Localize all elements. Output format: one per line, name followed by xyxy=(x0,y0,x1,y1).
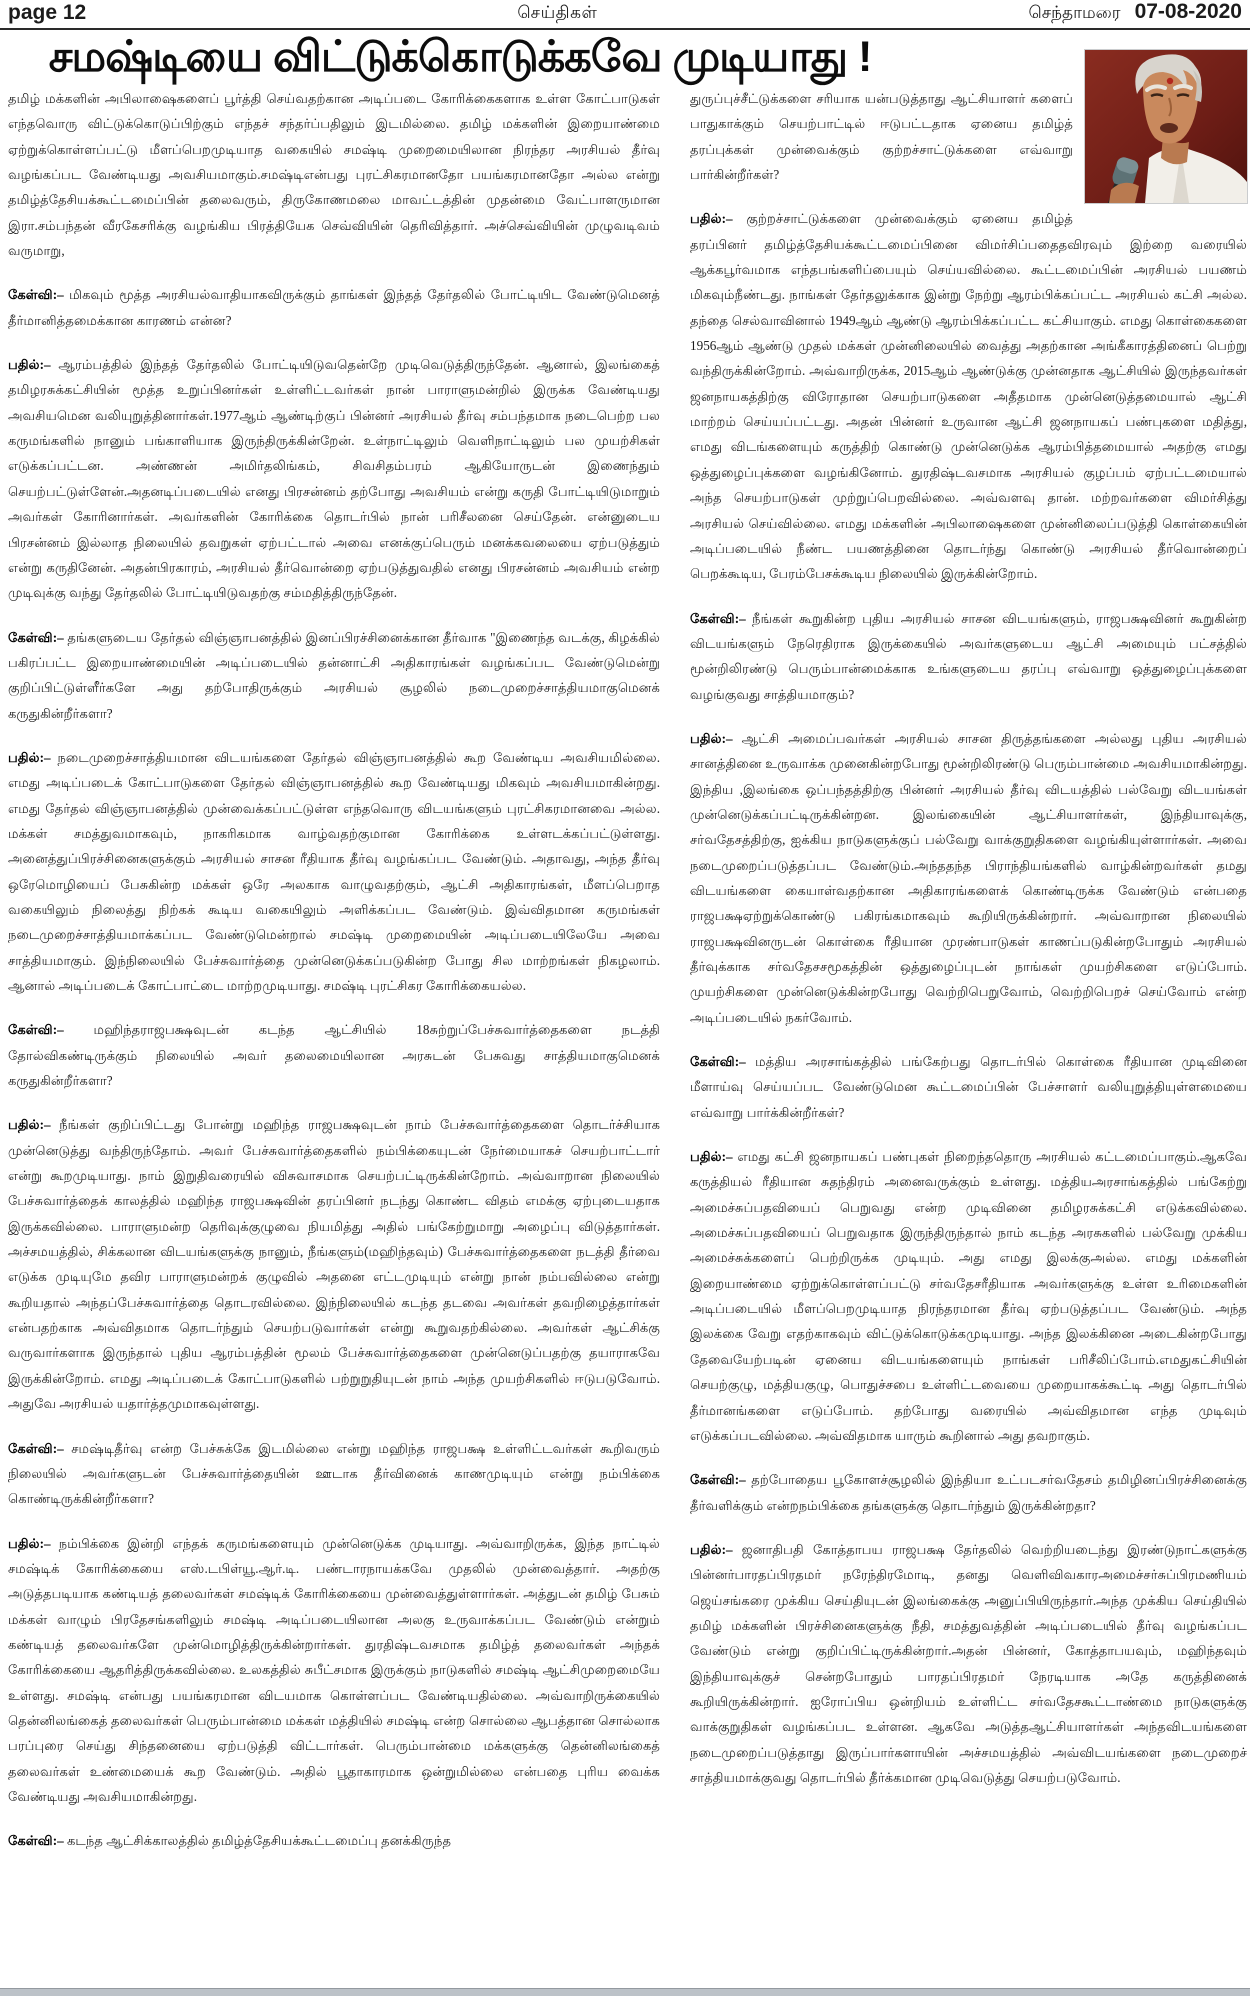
left-column xyxy=(8,86,660,1873)
question-paragraph: கேள்வி:– மஹிந்தராஜபக்ஷவுடன் கடந்த ஆட்சியில் 18சுற்றுப்பேச்சுவார்த்தைகளை நடத்தி தோல்விகண்டிருக்கும் நிலையில் அவர் தலைமையிலான அரசுடன் பேசுவது சாத்தியமாகுமெனக் கருதுகின்றீர்களா? xyxy=(8,1022,660,1089)
question-paragraph: கேள்வி:– நீங்கள் கூறுகின்ற புதிய அரசியல் சாசன விடயங்களும், ராஜபக்ஷவினர் கூறுகின்ற விடயங்களும் நேரெதிராக இருக்கையில் அவர்களுடைய ஆட்சி அமையும் பட்சத்தில் மூன்றிலிரண்டு பெரும்பான்மைக்காக உங்களுடைய தரப்பு எவ்வாறு ஒத்துழைப்புக்களை வழங்குவது சாத்தியமாகும்? xyxy=(690,610,1247,702)
qa-label: பதில்:– xyxy=(690,1149,738,1165)
qa-label: பதில்:– xyxy=(8,1535,59,1551)
qa-label: பதில்:– xyxy=(8,1117,60,1133)
qa-label: கேள்வி:– xyxy=(690,610,753,626)
section-title: செய்திகள் xyxy=(517,3,598,22)
qa-label: கேள்வி:– xyxy=(8,287,70,303)
qa-label: பதில்:– xyxy=(690,1541,742,1557)
answer-paragraph: பதில்:– நீங்கள் குறிப்பிட்டது போன்று மஹிந்த ராஜபக்ஷவுடன் நாம் பேச்சுவார்த்தைகளை தொடர்ச்சியாக முன்னெடுத்து வந்திருந்தோம். அவர் பேச்சுவார்த்தைகளில் நம்பிக்கையுடன் நேர்மையாகச் செயற்பாட்டார் என்று கூறமுடியாது. நாம் இறுதிவரையில் விசுவாசமாக செயற்பட்டிருக்கின்றோம். அவ்வாறான நிலையில் பேச்சுவார்த்தைக் காலத்தில் மஹிந்த ராஜபக்ஷவின் தரப்பினர் நடந்து கொண்ட விதம் எமக்கு ஏற்புடையதாக இருக்கவில்லை. பாராளுமன்ற தெரிவுக்குழுவை நியமித்து அதில் பங்கேற்றுமாறு அழைப்பு விடுத்தார்கள். அச்சமயத்தில், சிக்கலான விடயங்களுக்கு நானும், நீங்களும்(மஹிந்தவும்) பேச்சுவார்த்தைகளை நடத்தி தீர்வை எடுக்க முடியுமே தவிர பாராளுமன்றக் குழுவில் அதனை எட்டமுடியும் என்று நான் நம்பவில்லை என்று கூறியதால் அந்தப்பேச்சுவார்த்தை தொடரவில்லை. இந்நிலையில் கடந்த தடவை அவர்கள் தவறிழைத்தார்கள் என்பதற்காக அவ்விதமாக தொடர்ந்தும் செயற்படுவார்கள் என்று கூறுவதற்கில்லை. அவர்கள் ஆட்சிக்கு வருவார்களாக இருந்தால் புதிய ஆரம்பத்தின் மூலம் பேச்சுவார்த்தைகளை முன்னெடுப்பதற்கு தயாராகவே இருக்கின்றோம். எமது அடிப்படைக் கோட்பாடுகளில் பற்றுறுதியுடன் நாம் அந்த முயற்சிகளில் ஈடுபடுவோம். அதுவே அரசியல் யதார்த்தமுமாகவுள்ளது. xyxy=(8,1117,661,1412)
question-paragraph: கேள்வி:– சமஷ்டிதீர்வு என்ற பேச்சுக்கே இடமில்லை என்று மஹிந்த ராஜபக்ஷ உள்ளிட்டவர்கள் கூறிவரும் நிலையில் அவர்களுடன் பேச்சுவார்த்தையின் ஊடாக தீர்வினைக் காணமுடியும் என்று நம்பிக்கை கொண்டிருக்கின்றீர்களா? xyxy=(8,1440,661,1507)
paper-name: செந்தாமரை xyxy=(1028,3,1121,22)
qa-label: கேள்வி:– xyxy=(8,1440,72,1456)
qa-label: பதில்:– xyxy=(8,749,58,765)
question-paragraph: கேள்வி:– தற்போதைய பூகோளச்சூழலில் இந்தியா உட்படசர்வதேசம் தமிழினப்பிரச்சினைக்கு தீர்வளிக்கும் என்றநம்பிக்கை தங்களுக்கு தொடர்ந்தும் இருக்கின்றதா? xyxy=(690,1472,1248,1513)
qa-label: பதில்:– xyxy=(690,730,742,746)
question-paragraph: கேள்வி:– மத்திய அரசாங்கத்தில் பங்கேற்பது தொடர்பில் கொள்கை ரீதியான முடிவினை மீளாய்வு செய்யப்பட வேண்டுமென கூட்டமைப்பின் பேச்சாளர் வலியுறுத்தியுள்ளமையை எவ்வாறு பார்க்கின்றீர்கள்? xyxy=(690,1054,1248,1120)
masthead-group xyxy=(1029,0,1242,25)
qa-label: பதில்:– xyxy=(690,211,747,227)
issue-date: 07-08-2020 xyxy=(1134,0,1242,23)
answer-paragraph: பதில்:– நம்பிக்கை இன்றி எந்தக் கருமங்களையும் முன்னெடுக்க முடியாது. அவ்வாறிருக்க, இந்த நாட்டில் சமஷ்டிக் கோரிக்கையை எஸ்.டபிள்யூ.ஆர்.டி. பண்டாரநாயக்கவே முதலில் முன்வைத்தார். அதற்கு அடுத்தபடியாக கண்டியத் தலைவர்கள் சமஷ்டிக் கோரிக்கையை முன்வைத்துள்ளார்கள். அத்துடன் தமிழ் பேசும் மக்கள் வாழும் பிரதேசங்களிலும் சமஷ்டி அடிப்படையிலான அலகு உருவாக்கப்பட வேண்டும் என்றும் கண்டியத் தலைவர்களே முன்மொழித்திருக்கின்றார்கள். துரதிஷ்டவசமாக தமிழ்த் தலைவர்கள் அந்தக் கோரிக்கையை ஆதரித்திருக்கவில்லை. உலகத்தில் சுபீட்சமாக இருக்கும் நாடுகளில் சமஷ்டி ஆட்சிமுறைமையே உள்ளது. சமஷ்டி என்பது பயங்கரமான விடயமாக கொள்ளப்பட வேண்டியதில்லை. அவ்வாறிருக்கையில் தென்னிலங்கைத் தலைவர்கள் பெரும்பான்மை மக்கள் மத்தியில் சமஷ்டி என்ற சொல்லை ஆபத்தான சொல்லாக பரப்புரை செய்து சிந்தனையை ஏற்படுத்தி விட்டார்கள். பெரும்பான்மை மக்களுக்கு தென்னிலங்கைத் தலைவர்கள் உண்மையைக் கூற வேண்டும். அதில் பூதாகாரமாக ஒன்றுமில்லை என்பதை புரிய வைக்க வேண்டியது அவசியமாகின்றது. xyxy=(8,1535,660,1804)
qa-label: கேள்வி:– xyxy=(690,1054,756,1070)
question-paragraph: கேள்வி:– மிகவும் மூத்த அரசியல்வாதியாகவிருக்கும் தாங்கள் இந்தத் தேர்தலில் போட்டியிட வேண்டுமெனத் தீர்மானித்தமைக்கான காரணம் என்ன? xyxy=(8,287,661,328)
answer-paragraph: பதில்:– ஜனாதிபதி கோத்தாபய ராஜபக்ஷ தேர்தலில் வெற்றியடைந்து இரண்டுநாட்களுக்கு பின்னர்பாரதப்பிரதமர் நரேந்திரமோடி, தனது வெளிவிவகாரஅமைச்சர்சுப்பிரமணியம் ஜெய்சங்கரை முக்கிய செய்தியுடன் இலங்கைக்கு அனுப்பியிருந்தார்.அந்த முக்கிய செய்தியில் தமிழ் மக்களின் பிரச்சினைகளுக்கு நீதி, சமத்துவத்தின் அடிப்படையில் தீர்வு வழங்கப்பட வேண்டும் என்று குறிப்பிட்டிருக்கின்றார்.அதன் பின்னர், கோத்தாபயவும், மஹிந்தவும் இந்தியாவுக்குச் சென்றபோதும் பாரதப்பிரதமர் நேரடியாக அதே கருத்தினைக் கூறியிருக்கின்றார். ஐரோப்பிய ஒன்றியம் உள்ளிட்ட சர்வதேசகூட்டாண்மை நாடுகளுக்கு வாக்குறுதிகள் வழங்கப்பட உள்ளன. ஆகவே அடுத்தஆட்சியாளர்கள் அந்தவிடயங்களை நடைமுறைப்படுத்தாது இருப்பார்களாயின் அச்சமயத்தில் அவ்விடயங்களை நடைமுறைச் சாத்தியமாக்குவது தொடர்பில் தீர்க்கமான முடிவெடுத்து செயற்படுவோம். xyxy=(690,1541,1247,1785)
page-number: page 12 xyxy=(8,1,87,24)
right-column xyxy=(690,50,1247,1809)
answer-paragraph: பதில்:– ஆட்சி அமைப்பவர்கள் அரசியல் சாசன திருத்தங்களை அல்லது புதிய அரசியல் சானத்தினை உருவாக்க முனைகின்றபோது மூன்றிலிரண்டு பெரும்பான்மை அவசியமாகின்றது. இந்திய ,இலங்கை ஒப்பந்தத்திற்கு பின்னர் அரசியல் தீர்வு விடயத்தில் பல்வேறு விடயங்கள் முன்னெடுக்கப்பட்டிருக்கின்றன. இலங்கையின் ஆட்சியாளர்கள், இந்தியாவுக்கு, சர்வதேசத்திற்கு, ஐக்கிய நாடுகளுக்குப் பல்வேறு வாக்குறுதிகளை வழங்கியுள்ளார்கள். அவை நடைமுறைப்படுத்தப்பட வேண்டும்.அந்ததந்த பிராந்தியங்களில் வாழ்கின்றவர்கள் தமது விடயங்களை கையாள்வதற்கான அதிகாரங்களைக் கொண்டிருக்க வேண்டும் என்பதை ராஜபக்ஷஏற்றுக்கொண்டு பகிரங்கமாகவும் கூறியிருக்கின்றார். அவ்வாறான நிலையில் ராஜபக்ஷவினருடன் கொள்கை ரீதியான முரண்பாடுகள் காணப்படுகின்றபோதும் அரசியல் தீர்வுக்காக சர்வதேசசமூகத்தின் ஒத்துழைப்புடன் நாங்கள் முயற்சிகளை எடுப்போம். முயற்சிகளை முன்னெடுக்கின்றபோது வெற்றிபெறுவோம், வெற்றிபெறச் செய்வோம் என்ற அடிப்படையில் நகர்வோம். xyxy=(690,730,1247,1025)
page-header xyxy=(0,0,1250,30)
qa-label: கேள்வி:– xyxy=(8,1022,94,1038)
question-paragraph: கேள்வி:– கடந்த ஆட்சிக்காலத்தில் தமிழ்த்தேசியக்கூட்டமைப்பு தனக்கிருந்த xyxy=(8,1833,452,1849)
qa-label: பதில்:– xyxy=(8,357,59,373)
politician-photo-art xyxy=(1085,50,1247,203)
answer-paragraph: பதில்:– ஆரம்பத்தில் இந்தத் தேர்தலில் போட்டியிடுவதென்றே முடிவெடுத்திருந்தேன். ஆனால், இலங்கைத் தமிழரசுக்கட்சியின் மூத்த உறுப்பினர்கள் உள்ளிட்டவர்கள் நான் பாராளுமன்றில் இருக்க வேண்டியது அவசியமென வலியுறுத்தினார்கள்.1977ஆம் ஆண்டிற்குப் பின்னர் அரசியல் தீர்வு சம்பந்தமாக நடைபெற்ற பல கருமங்களில் நானும் பங்காளியாக இருந்திருக்கின்றேன். உள்நாட்டிலும் வெளிநாட்டிலும் பல முயற்சிகள் எடுக்கப்பட்டன. அண்ணன் அமிர்தலிங்கம், சிவசிதம்பரம் ஆகியோருடன் இணைந்தும் செயற்பட்டுள்ளேன்.அதனடிப்படையில் எனது பிரசன்னம் தற்போது அவசியம் என்று கருதி போட்டியிடுமாறும் அவர்கள் கோரினார்கள். அவர்களின் கோரிக்கை தொடர்பில் நான் பரிசீலனை செய்தேன். என்னுடைய பிரசன்னம் இல்லாத நிலையில் தவறுகள் ஏற்பட்டால் அவை எனக்குப்பெரும் மனக்கவலையை ஏற்படுத்தும் என்று கருதினேன். அதன்பிரகாரம், அரசியல் தீர்வொன்றை ஏற்படுத்துவதில் எனது பிரசன்னம் அவசியம் என்ற முடிவுக்கு வந்து தேர்தலில் போட்டியிடுவதற்கு சம்மதித்திருந்தேன். xyxy=(8,357,660,601)
answer-paragraph: பதில்:– குற்றச்சாட்டுக்களை முன்வைக்கும் ஏனைய தமிழ்த் தரப்பினர் தமிழ்த்தேசியக்கூட்டமைப்பினை விமர்சிப்பதைதவிரவும் இற்றை வரையில் ஆக்கபூர்வமாக எந்தபங்களிப்பையும் செய்யவில்லை. கூட்டமைப்பின் அரசியல் பயணம் மிகவும்நீண்டது. நாங்கள் தேர்தலுக்காக இன்று நேற்று ஆரம்பிக்கப்பட்ட அரசியல் கட்சி அல்ல. தந்தை செல்வாவினால் 1949ஆம் ஆண்டு ஆரம்பிக்கப்பட்ட கட்சியாகும். எமது கொள்கைகளை 1956ஆம் ஆண்டு முதல் மக்கள் முன்னிலையில் வைத்து அதற்கான அங்கீகாரத்தினைப் பெற்று வந்திருக்கின்றோம். அவ்வாறிருக்க, 2015ஆம் ஆண்டுக்கு முன்னதாக ஆட்சியில் இருந்தவர்கள் ஜனநாயகத்திற்கு விரோதான செயற்பாடுகளை அதீதமாக முன்னெடுத்தமையால் ஆட்சி மாற்றம் செய்யப்பட்டது. அதன் பின்னர் உருவான ஆட்சி ஜனநாயகப் பண்புகளை மதித்து, எமது விடங்களையும் கருத்திற் கொண்டு முன்னெடுக்க ஆரம்பித்தமையால் அதற்கு எமது ஒத்துழைப்புக்களை வழங்கினோம். துரதிஷ்டவசமாக அரசியல் குழப்பம் ஏற்பட்டமையால் அந்த செயற்பாடுகள் முற்றுப்பெறவில்லை. அவ்வளவு தான். மற்றவர்களை விமர்சித்து அரசியல் செய்வில்லை. எமது மக்களின் அபிலாஷைகளை முன்னிலைப்படுத்தி கொள்கையின் அடிப்படையில் நீண்ட பயணத்தினை தொடர்ந்து கொண்டு அரசியல் தீர்வொன்றைப் பெறக்கூடிய, பேரம்பேசக்கூடிய நிலையில் இருக்கின்றோம். xyxy=(690,211,1247,582)
article-headline: சமஷ்டியை விட்டுக்கொடுக்கவே முடியாது ! xyxy=(48,33,872,81)
answer-paragraph: பதில்:– எமது கட்சி ஜனநாயகப் பண்புகள் நிறைந்ததொரு அரசியல் கட்டமைப்பாகும்.ஆகவே கருத்தியல் ரீதியான சுதந்திரம் அனைவருக்கும் உள்ளது. மத்தியஅரசாங்கத்தில் பங்கேற்று அமைச்சுப்பதவியைப் பெறுவது என்ற முடிவினை தமிழரசுக்கட்சி எடுக்கவில்லை. அமைச்சுப்பதவியைப் பெறுவதாக இருந்திருந்தால் நாம் கடந்த அரசுகளில் பல்வேறு முக்கிய அமைச்சுக்களைப் பெற்றிருக்க முடியும். அது எமது இலக்குஅல்ல. எமது மக்களின் இறையாண்மை ஏற்றுக்கொள்ளப்பட்டு சர்வதேசரீதியாக அவர்களுக்கு உள்ள உரிமைகளின் அடிப்படையில் மீளப்பெறமுடியாத நிரந்தரமான தீர்வு ஏற்படுத்தப்பட வேண்டும். அந்த இலக்கை வேறு எதற்காகவும் விட்டுக்கொடுக்கமுடியாது. அந்த இலக்கினை அடைகின்றபோது தேவையேற்படின் ஏனைய விடயங்களையும் நாங்கள் பரிசீலிப்போம்.எமதுகட்சியின் செயற்குழு, மத்தியகுழு, பொதுச்சபை உள்ளிட்டவையை முறையாகக்கூட்டி அது தொடர்பில் தீர்மானங்களை எடுப்போம். தற்போது வரையில் அவ்விதமான எந்த முடிவும் எடுக்கப்படவில்லை. அவ்விதமாக யாரும் கூறினால் அது தவறாகும். xyxy=(690,1149,1247,1443)
question-paragraph: கேள்வி:– தங்களுடைய தேர்தல் விஞ்ஞாபனத்தில் இனப்பிரச்சினைக்கான தீர்வாக "இணைந்த வடக்கு, கிழக்கில் பகிரப்பட்ட இறையாண்மையின் அடிப்படையில் தன்னாட்சி அதிகாரங்கள் வழங்கப்பட வேண்டுமென்று குறிப்பிட்டுள்ளீர்களே அது தற்போதிருக்கும் அரசியல் சூழலில் நடைமுறைச்சாத்தியமாகுமெனக் கருதுகின்றீர்களா? xyxy=(8,629,660,721)
body-paragraph: தமிழ் மக்களின் அபிலாஷைகளைப் பூர்த்தி செய்வதற்கான அடிப்படை கோரிக்கைகளாக உள்ள கோட்பாடுகள் எந்தவொரு விட்டுக்கொடுப்பிற்கும் எந்தச் சந்தர்ப்பதிலும் இடமில்லை. தமிழ் மக்களின் இறையாண்மை ஏற்றுக்கொள்ளப்பட்டு மீளப்பெறமுடியாத வகையில் சமஷ்டி முறைமையிலான நிரந்தர அரசியல் தீர்வு வழங்கப்பட வேண்டியது அவசியமாகும்.சமஷ்டிஎன்பது புரட்சிகரமானதோ பயங்கரமானதோ அல்ல என்று தமிழ்த்தேசியக்கூட்டமைப்பின் தலைவரும், திருகோணமலை மாவட்டத்தின் முதன்மை வேட்பாளருமான இரா.சம்பந்தன் வீரகேசரிக்கு வழங்கிய பிரத்தியேக செவ்வியின் தெரிவித்தார். அச்செவ்வியின் முழுவடிவம் வருமாறு, xyxy=(8,91,660,259)
qa-label: கேள்வி:– xyxy=(8,629,68,645)
politician-photo xyxy=(1085,50,1247,203)
body-paragraph: துருப்புச்சீட்டுக்களை சரியாக யன்படுத்தாது ஆட்சியாளர் களைப் பாதுகாக்கும் செயற்பாட்டில் ஈடுபட்டதாக ஏனைய தமிழ்த் தரப்புக்கள் முன்வைக்கும் குற்றச்சாட்டுக்களை எவ்வாறு பார்கின்றீர்கள்? xyxy=(690,91,1073,183)
answer-paragraph: பதில்:– நடைமுறைச்சாத்தியமான விடயங்களை தேர்தல் விஞ்ஞாபனத்தில் கூற வேண்டிய அவசியமில்லை. எமது அடிப்படைக் கோட்பாடுகளை தேர்தல் விஞ்ஞாபனத்தில் கூற வேண்டியது மிகவும் அவசியமாகின்றது. எமது தேர்தல் விஞ்ஞாபனத்தில் முன்வைக்கப்பட்டுள்ள எந்தவொரு விடயங்களும் புரட்சிகரமானவை அல்ல. மக்கள் சமத்துவமாகவும், நாகரிகமாக வாழ்வதற்குமான கோரிக்கை உள்ளடக்கப்பட்டுள்ளது. அனைத்துப்பிரச்சினைகளுக்கும் அரசியல் சாசன ரீதியாக தீர்வு வழங்கப்பட வேண்டும். அதாவது, அந்த தீர்வு ஒரேமொழியைப் பேசுகின்ற மக்கள் ஒரே அலகாக வாழுவதற்கும், ஆட்சி அதிகாரங்கள், மீளப்பெறாத வகையிலும் நிலைத்து நிற்கக் கூடிய வகையிலும் அளிக்கப்பட வேண்டும். இவ்விதமான கருமங்கள் நடைமுறைச்சாத்தியமாக்கப்பட வேண்டுமென்றால் சமஷ்டி முறைமையின் அடிப்படையிலேயே அவை சாத்தியமாகும். இந்நிலையில் பேச்சுவார்த்தை முன்னெடுக்கப்படுகின்ற போது சில மாற்றங்கள் நிகழலாம். ஆனால் அடிப்படைக் கோட்பாட்டை மாற்றமுடியாது. சமஷ்டி புரட்சிகர கோரிக்கையல்ல. xyxy=(8,749,660,993)
qa-label: கேள்வி:– xyxy=(690,1472,752,1488)
qa-label: கேள்வி:– xyxy=(8,1833,67,1849)
bottom-rule xyxy=(0,1988,1250,1996)
